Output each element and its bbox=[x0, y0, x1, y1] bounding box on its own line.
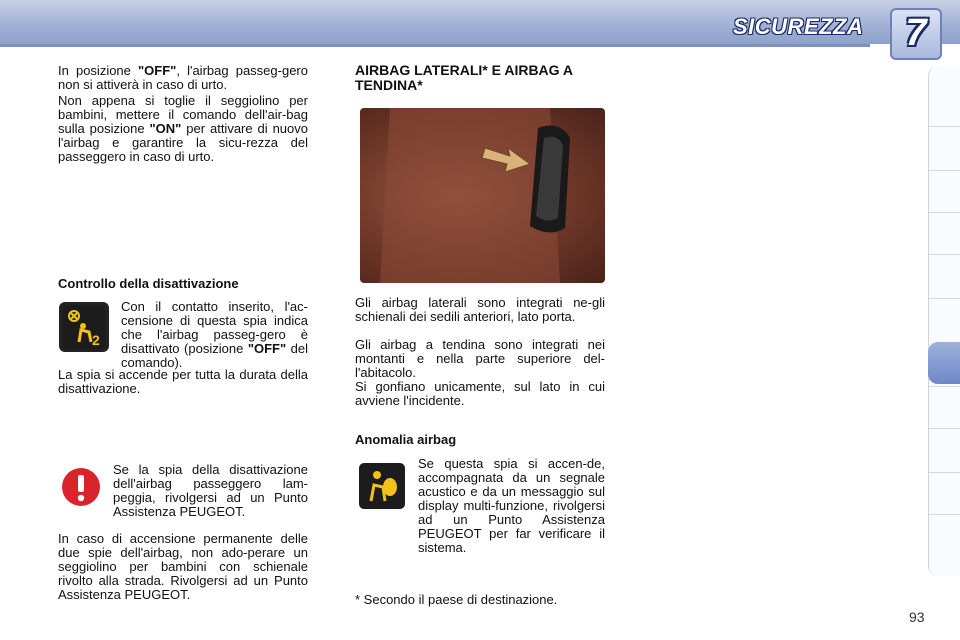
tab-divider bbox=[929, 212, 960, 213]
warning-text: Se la spia della disattivazione dell'airbag passeggero lam-peggia, rivolgersi ad un Punto Assistenza PEUGEOT. bbox=[113, 462, 308, 519]
control-text: Con il contatto inserito, l'ac-censione di questa spia indica che l'airbag passeg-gero è disattivato (posizione "OFF" del comando). bbox=[121, 299, 308, 370]
tab-divider bbox=[929, 428, 960, 429]
paragraph-on-position: Non appena si toglie il seggiolino per bambini, mettere il comando dell'air-bag sulla posizione "ON" per attivare di nuovo l'airbag e garantire la sicu-rezza del passeggero in caso di urto. bbox=[58, 93, 308, 164]
control-heading: Controllo della disattivazione bbox=[58, 276, 239, 291]
footnote: * Secondo il paese di destinazione. bbox=[355, 592, 558, 607]
tab-divider bbox=[929, 298, 960, 299]
chapter-badge bbox=[890, 8, 942, 60]
chapter-number: 7 bbox=[905, 12, 927, 54]
tab-divider bbox=[929, 254, 960, 255]
fault-text: Se questa spia si accen-de, accompagnata da un segnale acustico e da un messaggio sul display multi-funzione, rivolgersi ad un Punto Assistenza PEUGEOT per far verificare il sistema. bbox=[418, 456, 605, 555]
curtain-airbag-text: Gli airbag a tendina sono integrati nei montanti e nella parte superiore del-l'abitacolo. bbox=[355, 337, 605, 380]
airbag-section-title: AIRBAG LATERALI* E AIRBAG A TENDINA* bbox=[355, 62, 573, 93]
tab-divider bbox=[929, 472, 960, 473]
tab-divider bbox=[929, 126, 960, 127]
svg-text:2: 2 bbox=[92, 332, 100, 348]
exclamation-warning-icon bbox=[60, 466, 102, 508]
airbag-passenger-off-icon bbox=[59, 302, 109, 352]
tab-divider bbox=[929, 170, 960, 171]
side-airbag-text: Gli airbag laterali sono integrati ne-gli schienali dei sedili anteriori, lato porta. bbox=[355, 295, 605, 324]
seat-airbag-photo bbox=[360, 108, 605, 283]
paragraph-off-position: In posizione "OFF", l'airbag passeg-gero non si attiverà in caso di urto. bbox=[58, 63, 308, 92]
tab-divider bbox=[929, 386, 960, 387]
page-number: 93 bbox=[909, 609, 925, 625]
permanent-lamp-text: In caso di accensione permanente delle due spie dell'airbag, non ado-perare un seggiolino per bambini con schienale rivolto alla strada. Rivolgersi ad un Punto Assistenza PEUGEOT. bbox=[58, 531, 308, 602]
section-title: SICUREZZA bbox=[733, 14, 864, 39]
fault-heading: Anomalia airbag bbox=[355, 432, 457, 447]
deploy-text: Si gonfiano unicamente, sul lato in cui avviene l'incidente. bbox=[355, 379, 605, 408]
lamp-duration-text: La spia si accende per tutta la durata della disattivazione. bbox=[58, 367, 308, 396]
tab-active-chapter[interactable] bbox=[928, 342, 960, 384]
chapter-tabs[interactable] bbox=[928, 66, 960, 576]
tab-divider bbox=[929, 514, 960, 515]
header-rule bbox=[0, 44, 870, 47]
airbag-fault-icon bbox=[357, 461, 407, 511]
